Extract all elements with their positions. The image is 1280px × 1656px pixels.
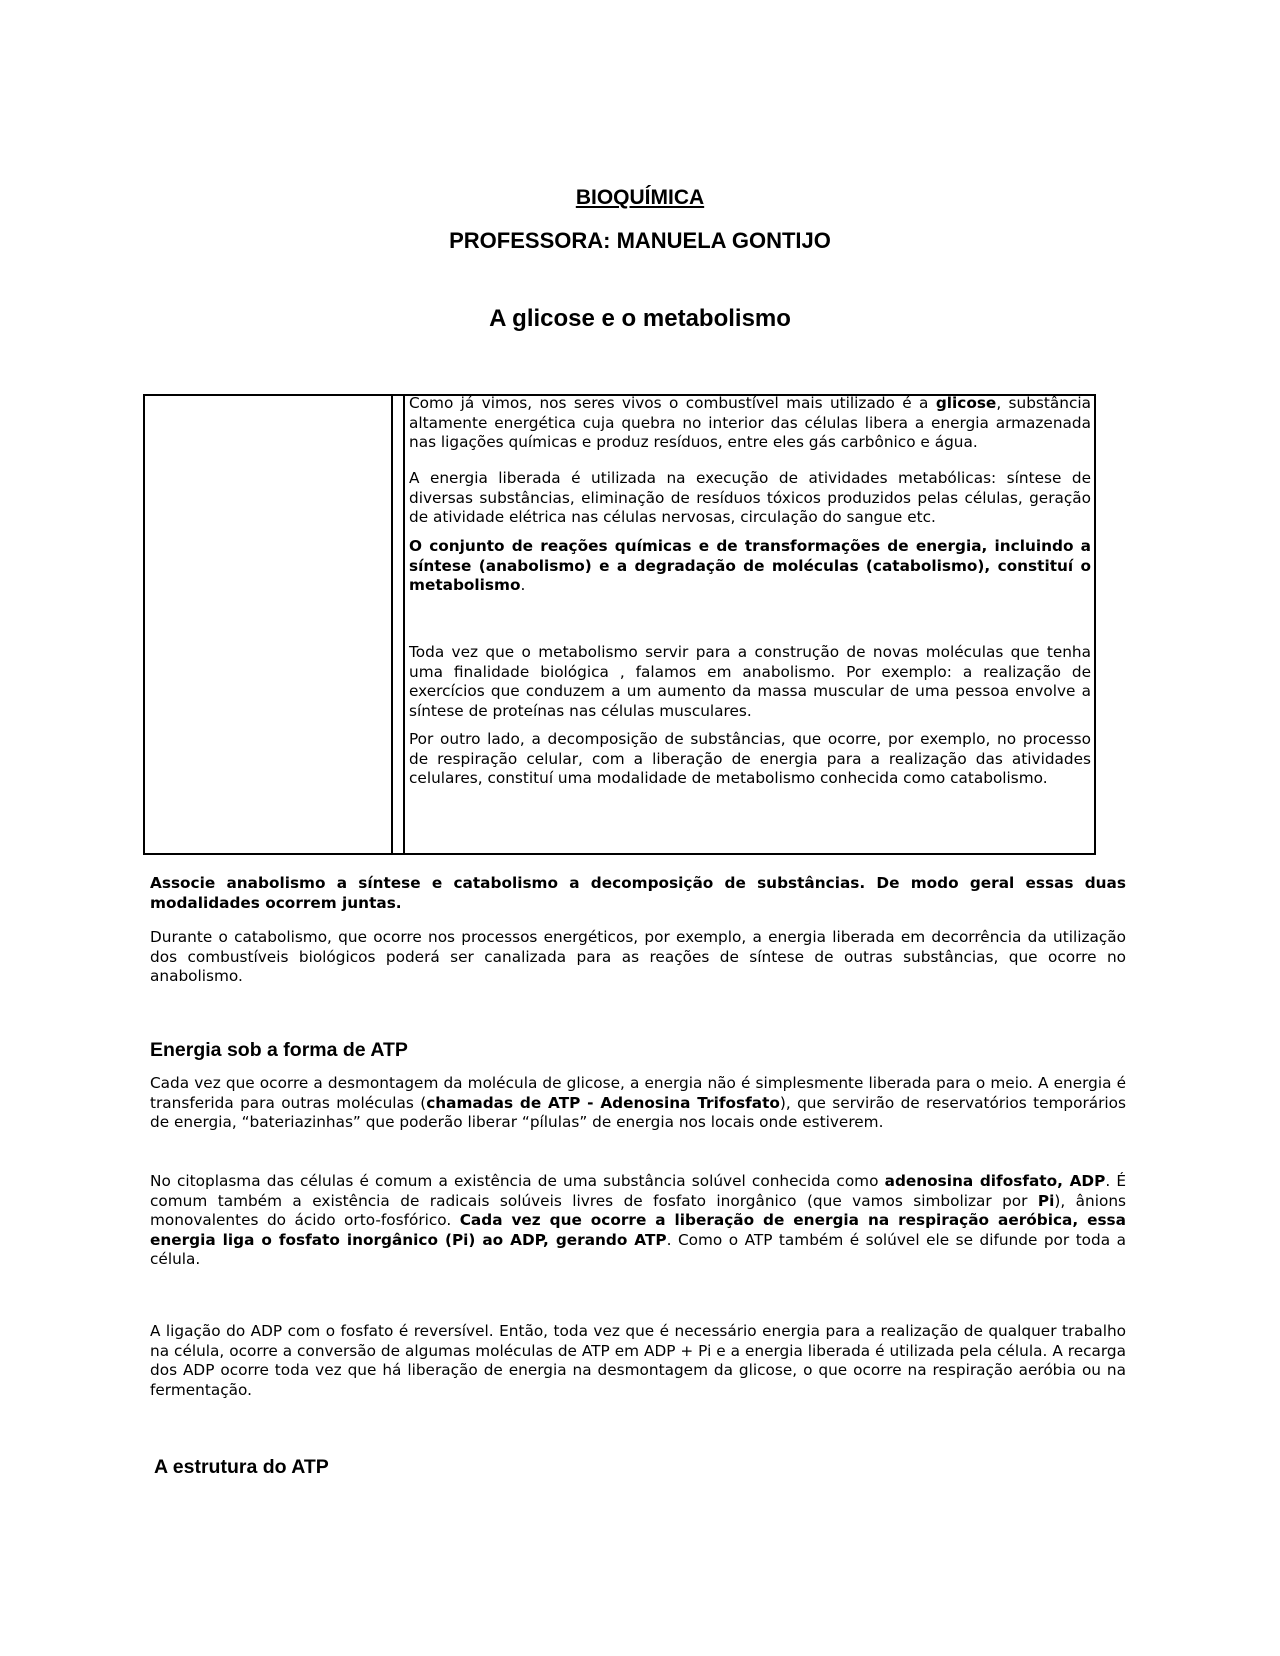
cytoplasm-text-3: ), ânions monovalentes do ácido orto-fosfórico. <box>150 1191 1126 1229</box>
intro-p1-text: Como já vimos, nos seres vivos o combustível mais utilizado é a <box>409 394 936 412</box>
cytoplasm-text-1: No citoplasma das células é comum a existência de uma substância solúvel conhecida como <box>150 1172 885 1190</box>
document-title-text: BIOQUÍMICA <box>575 186 705 209</box>
associate-note-text: Associe anabolismo a síntese e catabolismo a decomposição de substâncias. De modo geral essas duas modalidades ocorrem juntas. <box>150 874 1126 912</box>
pi-term: Pi <box>1037 1191 1055 1210</box>
section-heading-atp-energy: Energia sob a forma de ATP <box>150 1039 408 1061</box>
intro-p1-text-end: , substância altamente energética cuja quebra no interior das células libera a energia armazenada nas ligações químicas e produz resíduos, entre eles gás carbônico e água. <box>409 394 1091 451</box>
cytoplasm-text-4: . Como o ATP também é solúvel ele se difunde por toda a célula. <box>150 1230 1126 1268</box>
atp-paragraph-text: Cada vez que ocorre a desmontagem da molécula de glicose, a energia não é simplesmente liberada para o meio. A energia é transferida para outras moléculas ( <box>150 1074 1126 1112</box>
atp-paragraph-text-end: ), que servirão de reservatórios temporários de energia, “bateriazinhas” que poderão liberar “pílulas” de energia nos locais onde estiverem. <box>150 1093 1127 1131</box>
document-subtitle: A glicose e o metabolismo <box>489 305 791 332</box>
catabolism-paragraph: Por outro lado, a decomposição de substâncias, que ocorre, por exemplo, no processo de respiração celular, com a liberação de energia para a realização das atividades celulares, constituí uma modalidade de metabolismo conhecida como catabolismo. <box>409 730 1091 787</box>
atp-term: chamadas de ATP - Adenosina Trifosfato <box>426 1093 780 1112</box>
cytoplasm-paragraph <box>150 1172 1126 1270</box>
professor-line: PROFESSORA: MANUELA GONTIJO <box>449 228 831 253</box>
section-heading-atp-structure: A estrutura do ATP <box>154 1456 329 1478</box>
document-title <box>0 186 1280 210</box>
intro-paragraph-1 <box>409 394 1091 453</box>
intro-table <box>143 394 1096 855</box>
adp-phosphate-paragraph: A ligação do ADP com o fosfato é reversível. Então, toda vez que é necessário energia para a realização de qualquer trabalho na célula, ocorre a conversão de algumas moléculas de ATP em ADP + Pi e a energia liberada é utilizada pela célula. A recarga dos ADP ocorre toda vez que há liberação de energia na desmontagem da glicose, o que ocorre na respiração aeróbia ou na fermentação. <box>150 1322 1126 1399</box>
cytoplasm-text-2: . É comum também a existência de radicais solúveis livres de fosfato inorgânico (que vamos simbolizar por <box>150 1172 1127 1210</box>
adp-term: adenosina difosfato, ADP <box>884 1172 1106 1190</box>
metabolism-definition-text: O conjunto de reações químicas e de transformações de energia, incluindo a síntese (anabolismo) e a degradação de moléculas (catabolismo), constituí o metabolismo <box>409 537 1091 594</box>
associate-note <box>150 874 1126 913</box>
table-gap-column <box>393 396 405 853</box>
empty-left-cell <box>145 396 393 853</box>
atp-generation-statement: Cada vez que ocorre a liberação de energia na respiração aeróbica, essa energia liga o fosfato inorgânico (Pi) ao ADP, gerando ATP <box>150 1211 1126 1249</box>
intro-text-cell <box>409 396 1091 853</box>
intro-paragraph-2: A energia liberada é utilizada na execução de atividades metabólicas: síntese de diversas substâncias, eliminação de resíduos tóxicos produzidos pelas células, geração de atividade elétrica nas células nervosas, circulação do sangue etc. <box>409 469 1091 526</box>
atp-paragraph <box>150 1074 1126 1133</box>
anabolism-paragraph: Toda vez que o metabolismo servir para a construção de novas moléculas que tenha uma finalidade biológica , falamos em anabolismo. Por exemplo: a realização de exercícios que conduzem a um aumento da massa muscular de uma pessoa envolve a síntese de proteínas nas células musculares. <box>409 643 1091 720</box>
catabolism-energy-paragraph: Durante o catabolismo, que ocorre nos processos energéticos, por exemplo, a energia liberada em decorrência da utilização dos combustíveis biológicos poderá ser canalizada para as reações de síntese de outras substâncias, que ocorre no anabolismo. <box>150 928 1126 985</box>
metabolism-definition-end: . <box>520 576 526 594</box>
metabolism-definition <box>409 537 1091 596</box>
glicose-term: glicose <box>935 394 997 412</box>
